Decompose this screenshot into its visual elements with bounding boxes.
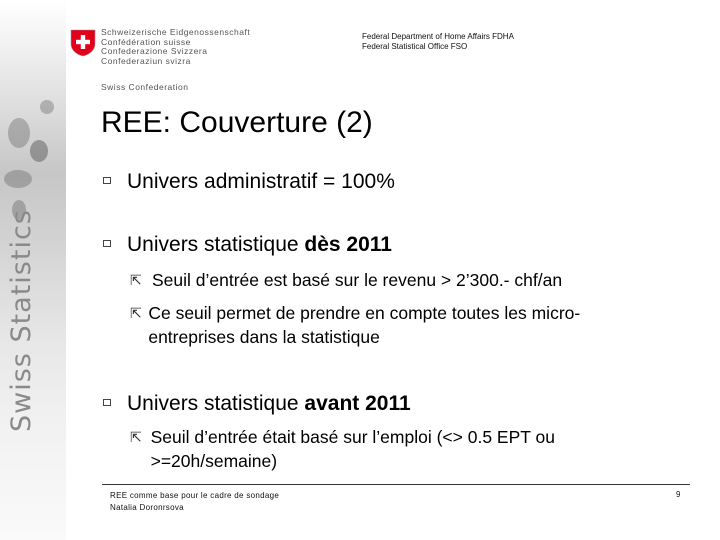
confederation-line-it: Confederazione Svizzera bbox=[101, 46, 208, 57]
sub-bullet-text: Seuil d’entrée était basé sur l’emploi (<> 0.5 EPT ou >=20h/semaine) bbox=[150, 427, 555, 471]
sub-bullet-text: Seuil d’entrée est basé sur le revenu > 2’300.- chf/an bbox=[152, 270, 563, 290]
footer-title: REE comme base pour le cadre de sondage bbox=[110, 491, 280, 500]
bullet-text: Univers statistique dès 2011 bbox=[127, 233, 392, 256]
confederation-line-de: Schweizerische Eidgenossenschaft bbox=[101, 27, 251, 37]
bullet-statistical-since-2011 bbox=[103, 233, 392, 257]
bullet-bold-text: avant 2011 bbox=[304, 392, 411, 415]
footer-info bbox=[110, 490, 279, 513]
bullet-text: Univers administratif = 100% bbox=[127, 170, 395, 193]
footer-author: Natalia Doronrsova bbox=[110, 502, 184, 512]
swiss-statistics-label: Swiss Statistics bbox=[6, 209, 37, 432]
square-bullet-icon bbox=[103, 240, 111, 247]
page-number: 9 bbox=[676, 490, 681, 499]
square-bullet-icon bbox=[103, 399, 111, 406]
arrow-bullet-icon: ⇱ bbox=[130, 272, 142, 288]
sub-bullet bbox=[130, 268, 660, 292]
bullet-statistical-before-2011 bbox=[103, 392, 411, 416]
confederation-line-fr: Confédération suisse bbox=[101, 36, 191, 47]
confederation-names bbox=[101, 28, 250, 66]
bullet-administrative bbox=[103, 170, 395, 194]
department-header bbox=[362, 32, 514, 52]
slide-title: REE: Couverture (2) bbox=[101, 106, 373, 139]
confederation-line-rm: Confederaziun svizra bbox=[101, 55, 191, 66]
bullet-text: Univers statistique avant 2011 bbox=[127, 392, 411, 415]
square-bullet-icon bbox=[103, 177, 111, 184]
bullet-bold-text: dès 2011 bbox=[304, 233, 392, 256]
department-line-2: Federal Statistical Office FSO bbox=[362, 42, 468, 51]
arrow-bullet-icon: ⇱ bbox=[130, 305, 142, 321]
arrow-bullet-icon: ⇱ bbox=[130, 429, 142, 445]
swiss-cross-shield-icon bbox=[70, 29, 96, 57]
footer-divider bbox=[102, 484, 690, 485]
sub-bullet bbox=[130, 425, 640, 473]
sub-bullet bbox=[130, 301, 660, 349]
sub-bullet-text: Ce seuil permet de prendre en compte toutes les micro-entreprises dans la statistique bbox=[148, 303, 581, 347]
sidebar-photo-band bbox=[0, 0, 66, 540]
department-line-1: Federal Department of Home Affairs FDHA bbox=[362, 32, 514, 41]
swiss-confederation-label: Swiss Confederation bbox=[101, 82, 189, 92]
